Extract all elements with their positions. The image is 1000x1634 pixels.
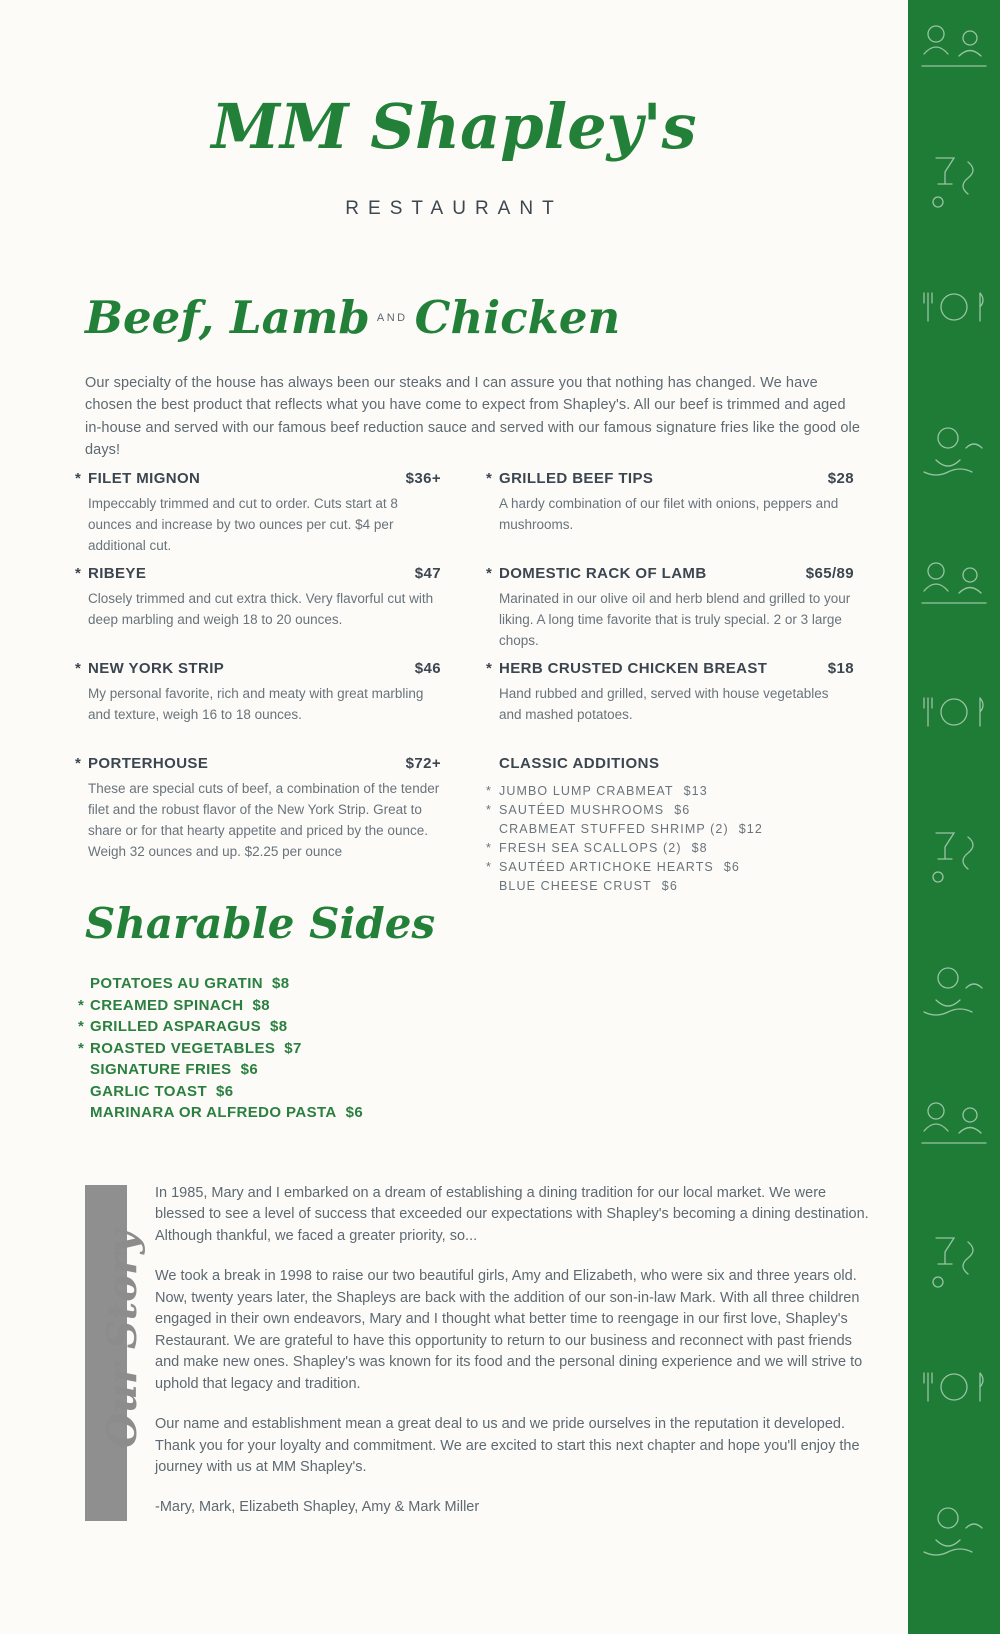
item-description: These are special cuts of beef, a combination of the tender filet and the robust flavor of the New York Strip. Great to share or for that hearty appetite and priced by the ounce. Weigh 32 ounces and up. $2.25 per ounce — [88, 781, 440, 859]
star-marker: * — [486, 803, 492, 817]
menu-item — [75, 755, 441, 863]
menu-item-header — [75, 755, 441, 772]
decorative-border — [908, 0, 1000, 1634]
item-name: RIBEYE — [88, 565, 147, 582]
addition-price: $6 — [661, 879, 678, 893]
side-label: SIGNATURE FRIES — [90, 1061, 232, 1078]
addition-price: $12 — [738, 822, 763, 836]
addition-price: $13 — [683, 784, 708, 798]
menu-item — [75, 470, 441, 565]
menu-item-header — [486, 565, 854, 582]
menu-item — [486, 660, 854, 755]
addition-label: BLUE CHEESE CRUST — [499, 879, 652, 893]
item-name: NEW YORK STRIP — [88, 660, 225, 677]
star-marker: * — [486, 841, 492, 855]
story-text — [155, 1183, 870, 1519]
addition-price: $6 — [723, 860, 740, 874]
item-description: A hardy combination of our filet with onions, peppers and mushrooms. — [499, 496, 839, 532]
menu-item — [75, 565, 441, 660]
section-title-and: AND — [376, 312, 408, 324]
star-marker: * — [78, 996, 85, 1014]
item-price: $28 — [827, 470, 854, 487]
side-label: GARLIC TOAST — [90, 1082, 208, 1100]
classic-additions-section — [486, 755, 854, 896]
restaurant-logo: MM Shapley's — [211, 90, 697, 163]
side-item — [78, 973, 363, 995]
star-marker: * — [75, 565, 82, 582]
story-title: Our Story — [99, 1230, 146, 1448]
story-paragraph: We took a break in 1998 to raise our two beautiful girls, Amy and Elizabeth, who were six and three years old. Now, twenty years later, the Shapleys are back with the addition of our son-in-law Mark. With all three children engaged in their own endeavors, Mary and I thought what better time to reengage in our first love, Shapley's Restaurant. We are grateful to have this opportunity to return to our business and reconnect with past friends and make new ones. Shapley's was known for its food and the personal dining experience and we will strive to uphold that legacy and tradition. — [155, 1268, 863, 1392]
star-marker: * — [486, 660, 493, 677]
section-title-part2: Chicken — [414, 291, 621, 344]
classic-additions-title: CLASSIC ADDITIONS — [499, 755, 660, 772]
addition-item — [486, 858, 854, 877]
addition-label: SAUTÉED ARTICHOKE HEARTS — [499, 860, 714, 874]
addition-price: $6 — [674, 803, 691, 817]
item-price: $18 — [827, 660, 854, 677]
item-price: $72+ — [405, 755, 441, 772]
side-label: POTATOES AU GRATIN — [90, 975, 264, 992]
side-item — [78, 1102, 363, 1124]
star-marker: * — [486, 860, 492, 874]
addition-item — [486, 801, 854, 820]
side-price: $8 — [272, 975, 290, 992]
sharable-sides-title: Sharable Sides — [85, 899, 436, 948]
star-marker: * — [486, 565, 493, 582]
item-description: Impeccably trimmed and cut to order. Cuts start at 8 ounces and increase by two ounces per cut. $4 per additional cut. — [88, 496, 398, 553]
side-label: ROASTED VEGETABLES — [90, 1039, 276, 1057]
addition-label: FRESH SEA SCALLOPS (2) — [499, 841, 682, 855]
section-title — [85, 291, 621, 344]
menu-item — [486, 470, 854, 565]
side-label: CREAMED SPINACH — [90, 996, 244, 1014]
menu-item — [75, 660, 441, 755]
side-price: $8 — [269, 1018, 288, 1035]
side-price: $7 — [284, 1039, 302, 1057]
addition-item — [486, 877, 854, 896]
addition-label: JUMBO LUMP CRABMEAT — [499, 784, 674, 798]
item-price: $65/89 — [805, 565, 854, 582]
star-marker: * — [78, 1018, 85, 1035]
item-name: DOMESTIC RACK OF LAMB — [499, 565, 707, 582]
addition-item — [486, 820, 854, 839]
side-price: $8 — [252, 996, 271, 1014]
item-price: $36+ — [405, 470, 441, 487]
side-price: $6 — [216, 1082, 234, 1100]
item-description: Hand rubbed and grilled, served with house vegetables and mashed potatoes. — [499, 686, 829, 722]
menu-item-header — [75, 660, 441, 677]
section-title-part1: Beef, Lamb — [85, 291, 370, 344]
side-price: $6 — [345, 1104, 364, 1121]
side-label: MARINARA OR ALFREDO PASTA — [90, 1104, 337, 1121]
side-item — [78, 1059, 363, 1081]
menu-item — [486, 565, 854, 660]
item-name: PORTERHOUSE — [88, 755, 209, 772]
addition-item — [486, 782, 854, 801]
item-description: Closely trimmed and cut extra thick. Very flavorful cut with deep marbling and weigh 18 to 20 ounces. — [88, 591, 434, 627]
sharable-sides-list — [78, 973, 363, 1124]
side-item — [78, 1038, 363, 1060]
logo-subtitle: RESTAURANT — [345, 198, 563, 219]
addition-price: $8 — [691, 841, 708, 855]
menu-column-right — [486, 470, 854, 896]
star-marker: * — [78, 1039, 85, 1057]
side-price: $6 — [240, 1061, 259, 1078]
star-marker: * — [75, 660, 82, 677]
item-description: My personal favorite, rich and meaty with great marbling and texture, weigh 16 to 18 ounces. — [88, 686, 424, 722]
star-marker: * — [75, 755, 82, 772]
item-name: HERB CRUSTED CHICKEN BREAST — [499, 660, 768, 677]
star-marker: * — [486, 470, 493, 487]
menu-item-header — [486, 660, 854, 677]
item-name: GRILLED BEEF TIPS — [499, 470, 654, 487]
item-price: $46 — [414, 660, 441, 677]
star-marker: * — [486, 784, 492, 798]
dining-doodles-icon — [908, 0, 1000, 1634]
story-paragraph: In 1985, Mary and I embarked on a dream of establishing a dining tradition for our local market. We were blessed to see a level of success that exceeded our expectations with Shapley's becoming a dining destination. Although thankful, we faced a greater priority, so... — [155, 1185, 869, 1244]
item-price: $47 — [414, 565, 441, 582]
star-marker: * — [75, 470, 82, 487]
menu-item-header — [486, 470, 854, 487]
addition-item — [486, 839, 854, 858]
addition-label: SAUTÉED MUSHROOMS — [499, 803, 665, 817]
item-description: Marinated in our olive oil and herb blend and grilled to your liking. A long time favorite that is truly special. 2 or 3 large chops. — [499, 591, 851, 648]
menu-item-header — [75, 565, 441, 582]
intro-text: Our specialty of the house has always been our steaks and I can assure you that nothing has changed. We have chosen the best product that reflects what you have come to expect from Shapley's. All our beef is trimmed and aged in-house and served with our famous beef reduction sauce and served with our famous signature fries like the good ole days! — [85, 375, 861, 459]
item-name: FILET MIGNON — [88, 470, 201, 487]
menu-column-left — [75, 470, 441, 863]
side-item — [78, 1081, 363, 1103]
addition-label: CRABMEAT STUFFED SHRIMP (2) — [499, 822, 729, 836]
side-label: GRILLED ASPARAGUS — [90, 1018, 261, 1035]
menu-item-header — [75, 470, 441, 487]
side-item — [78, 995, 363, 1017]
story-paragraph: Our name and establishment mean a great deal to us and we pride ourselves in the reputation it developed. Thank you for your loyalty and commitment. We are excited to start this next chapter and hope you'll enjoy the journey with us at MM Shapley's. — [155, 1416, 860, 1475]
story-signature: -Mary, Mark, Elizabeth Shapley, Amy & Mark Miller — [155, 1499, 480, 1516]
side-item — [78, 1016, 363, 1038]
